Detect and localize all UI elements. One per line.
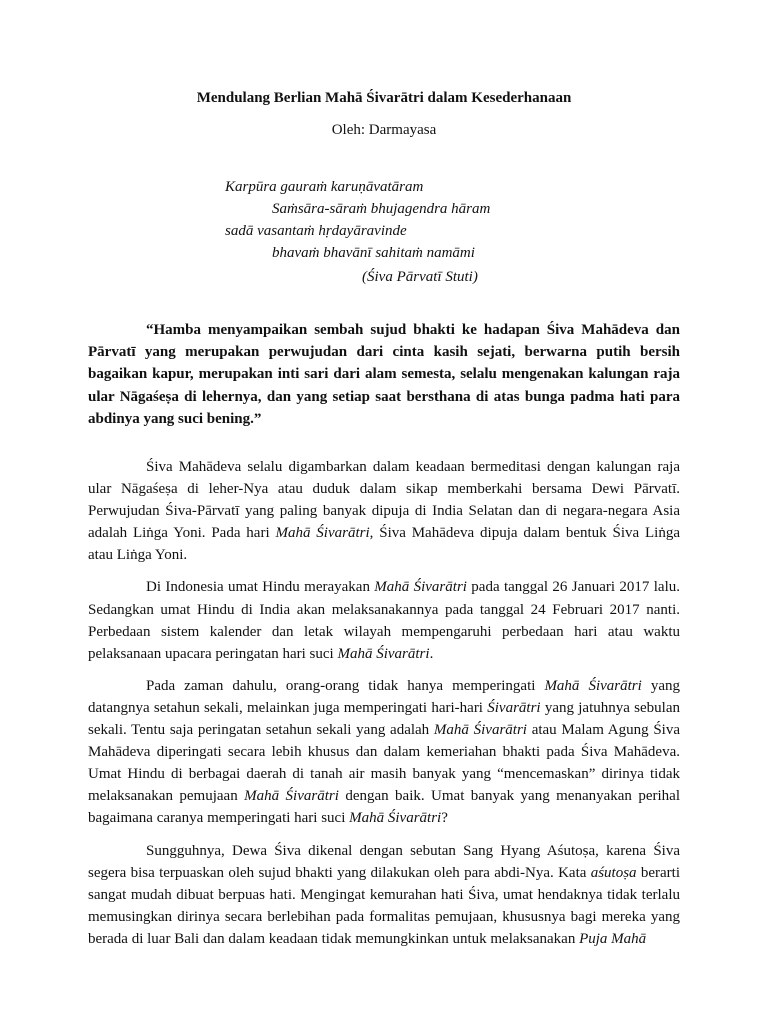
text-run: . [429, 645, 434, 662]
text-run: dengan baik. Umat banyak yang menanyakan perihal bagaimana caranya memperingati hari suci [88, 788, 680, 827]
italic-term: Puja Mahā [579, 930, 647, 947]
text-run: Sungguhnya, Dewa Śiva dikenal dengan sebutan Sang Hyang Aśutoṣa, karena Śiva segera bisa terpuaskan oleh sujud bhakti yang dilakukan oleh para abdi-Nya. Kata [88, 842, 680, 881]
text-run: Śiva Mahādeva selalu digambarkan dalam keadaan bermeditasi dengan kalungan raja ular Nāgaśeṣa di leher-Nya atau duduk dalam sikap memberkahi bersama Dewi Pārvatī. Perwujudan Śiva-Pārvatī yang paling banyak dipuja di India Selatan dan di negara-negara Asia adalah Liṅga Yoni. Pada hari [88, 459, 680, 542]
italic-term: Mahā Śivarātri [275, 525, 370, 542]
text-run: pada tanggal 26 Januari 2017 lalu. Sedangkan umat Hindu di India akan melaksanakannya pada tanggal 24 Februari 2017 nanti. Perbedaan sistem kalender dan letak wilayah mempengaruhi perbedaan hari atau waktu pelaksanaan upacara peringatan hari suci [88, 579, 680, 662]
verse-line: Karpūra gauraṁ karuṇāvatāram [225, 179, 424, 195]
italic-term: Mahā Śivarātri [433, 722, 527, 739]
text-run: berarti sangat mudah dibuat berpuas hati. Mengingat kemurahan hati Śiva, umat hendaknya tidak terlalu memusingkan dirinya secara berlebihan pada formalitas pemujaan, khususnya bagi mereka yang berada di luar Bali dan dalam keadaan tidak memungkinkan untuk melaksanakan [88, 864, 681, 947]
verse-line: Saṁsāra-sāraṁ bhujagendra hāram [272, 201, 491, 217]
body-text [88, 456, 680, 950]
document-title: Mendulang Berlian Mahā Śivarātri dalam Kesederhanaan [196, 90, 572, 106]
italic-term: Mahā Śivarātri [244, 788, 339, 805]
italic-term: Mahā Śivarātri [337, 645, 430, 662]
italic-term: Mahā Śivarātri [349, 810, 442, 827]
verse-source: (Śiva Pārvatī Stuti) [362, 269, 478, 285]
italic-term: Mahā Śivarātri [544, 677, 642, 694]
paragraph-4 [88, 840, 680, 950]
paragraph-1 [88, 456, 680, 566]
verse-line: bhavaṁ bhavānī sahitaṁ namāmi [272, 245, 475, 261]
italic-term: aśutoṣa [590, 864, 637, 881]
paragraph-2 [88, 576, 680, 664]
paragraph-3 [88, 675, 680, 830]
italic-term: Śivarātri [487, 699, 541, 716]
verse-translation-quote: “Hamba menyampaikan sembah sujud bhakti ke hadapan Śiva Mahādeva dan Pārvatī yang merupakan perwujudan dari cinta kasih sejati, berwarna putih bersih bagaikan kapur, merupakan inti sari dari alam semesta, selalu mengenakan kalungan raja ular Nāgaśeṣa di lehernya, dan yang setiap saat bersthana di atas bunga padma hati para abdinya yang suci bening.” [88, 322, 680, 427]
verse-line: sadā vasantaṁ hṛdayāravinde [225, 223, 407, 239]
text-run: ? [441, 810, 448, 827]
text-run: Pada zaman dahulu, orang-orang tidak hanya memperingati [146, 677, 545, 694]
text-run: yang datangnya setahun sekali, melainkan juga memperingati hari-hari [88, 677, 680, 716]
text-run: yang jatuhnya sebulan sekali. Tentu saja peringatan setahun sekali yang adalah [88, 699, 680, 739]
italic-term: Mahā Śivarātri [374, 579, 467, 596]
text-run: , Śiva Mahādeva dipuja dalam bentuk Śiva Liṅga atau Liṅga Yoni. [88, 525, 680, 564]
sanskrit-verse [225, 176, 490, 288]
author-line: Oleh: Darmayasa [331, 122, 437, 138]
text-run: Di Indonesia umat Hindu merayakan [146, 579, 375, 596]
text-run: atau Malam Agung Śiva Mahādeva diperingati secara lebih khusus dan dalam kemeriahan bhakti pada Śiva Mahādeva. Umat Hindu di berbagai daerah di tanah air masih banyak yang “mencemaskan” dirinya tidak melaksanakan pemujaan [88, 722, 680, 805]
